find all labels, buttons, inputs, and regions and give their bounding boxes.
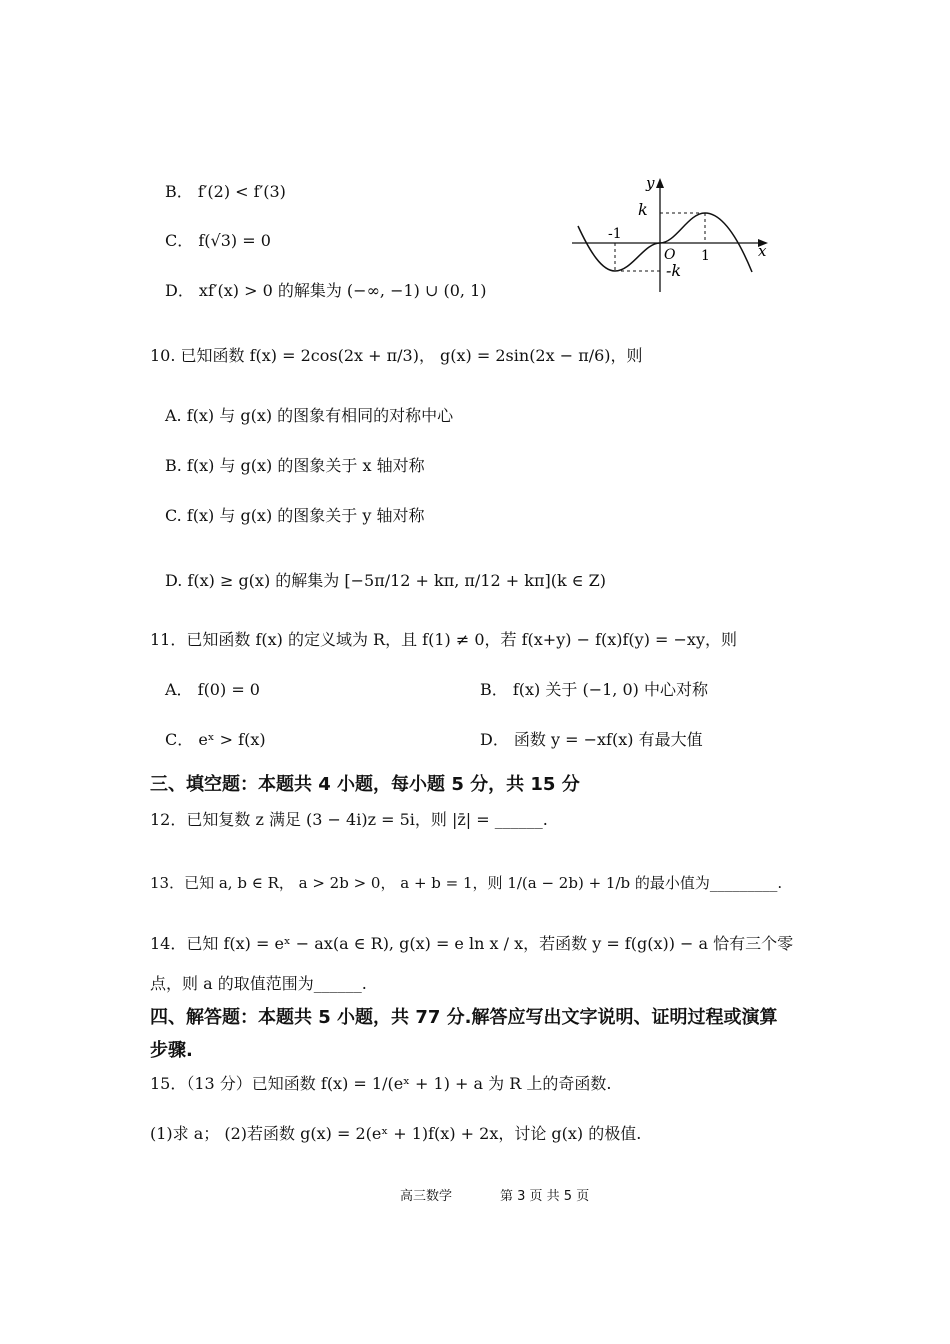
q10-option-a: A. f(x) 与 g(x) 的图象有相同的对称中心 (165, 406, 454, 425)
q11-option-d: D． 函数 y = −xf(x) 有最大值 (480, 730, 703, 749)
one-label: 1 (701, 248, 710, 264)
section-4-heading-line-1: 四、解答题：本题共 5 小题，共 77 分.解答应写出文字说明、证明过程或演算 (150, 1007, 778, 1028)
q15-parts: (1)求 a； (2)若函数 g(x) = 2(eˣ + 1)f(x) + 2x，讨论 g(x) 的极值. (150, 1124, 642, 1143)
q13: 13．已知 a, b ∈ R， a > 2b > 0， a + b = 1，则 1/(a − 2b) + 1/b 的最小值为_________. (150, 874, 783, 892)
q14-line-1: 14．已知 f(x) = eˣ − ax(a ∈ R), g(x) = e ln x / x，若函数 y = f(g(x)) − a 恰有三个零 (150, 934, 794, 953)
q9-option-b: B． f′(2) < f′(3) (165, 182, 286, 201)
q9-option-d: D． xf′(x) > 0 的解集为 (−∞, −1) ∪ (0, 1) (165, 281, 487, 300)
q10-stem: 10. 已知函数 f(x) = 2cos(2x + π/3)， g(x) = 2sin(2x − π/6)，则 (150, 346, 643, 365)
footer-subject: 高三数学 (400, 1189, 453, 1204)
q11-stem: 11．已知函数 f(x) 的定义域为 R，且 f(1) ≠ 0，若 f(x+y) − f(x)f(y) = −xy，则 (150, 630, 737, 649)
q12: 12．已知复数 z 满足 (3 − 4i)z = 5i，则 |z̄| = ______. (150, 810, 548, 829)
q11-option-b: B． f(x) 关于 (−1, 0) 中心对称 (480, 680, 708, 699)
y-label: y (646, 174, 655, 192)
function-graph (568, 172, 780, 296)
x-label: x (758, 242, 767, 260)
q11-option-a: A． f(0) = 0 (165, 680, 260, 699)
footer-page-number: 第 3 页 共 5 页 (500, 1189, 590, 1204)
q10-option-c: C. f(x) 与 g(x) 的图象关于 y 轴对称 (165, 506, 425, 525)
q10-option-b: B. f(x) 与 g(x) 的图象关于 x 轴对称 (165, 456, 425, 475)
neg1-label: -1 (608, 226, 622, 242)
section-3-heading: 三、填空题：本题共 4 小题，每小题 5 分，共 15 分 (150, 774, 580, 795)
q14-line-2: 点，则 a 的取值范围为______. (150, 974, 367, 993)
k-label: k (638, 200, 648, 219)
q10-option-d: D. f(x) ≥ g(x) 的解集为 [−5π/12 + kπ, π/12 + kπ](k ∈ Z) (165, 571, 607, 590)
q11-option-c: C． eˣ > f(x) (165, 730, 266, 749)
y-axis-arrow (656, 178, 664, 188)
q15-stem: 15．（13 分）已知函数 f(x) = 1/(eˣ + 1) + a 为 R 上的奇函数. (150, 1074, 612, 1093)
origin-label: O (664, 247, 676, 263)
q9-option-c: C． f(√3) = 0 (165, 231, 271, 250)
section-4-heading-line-2: 步骤. (150, 1040, 193, 1061)
neg-k-label: -k (666, 261, 682, 280)
